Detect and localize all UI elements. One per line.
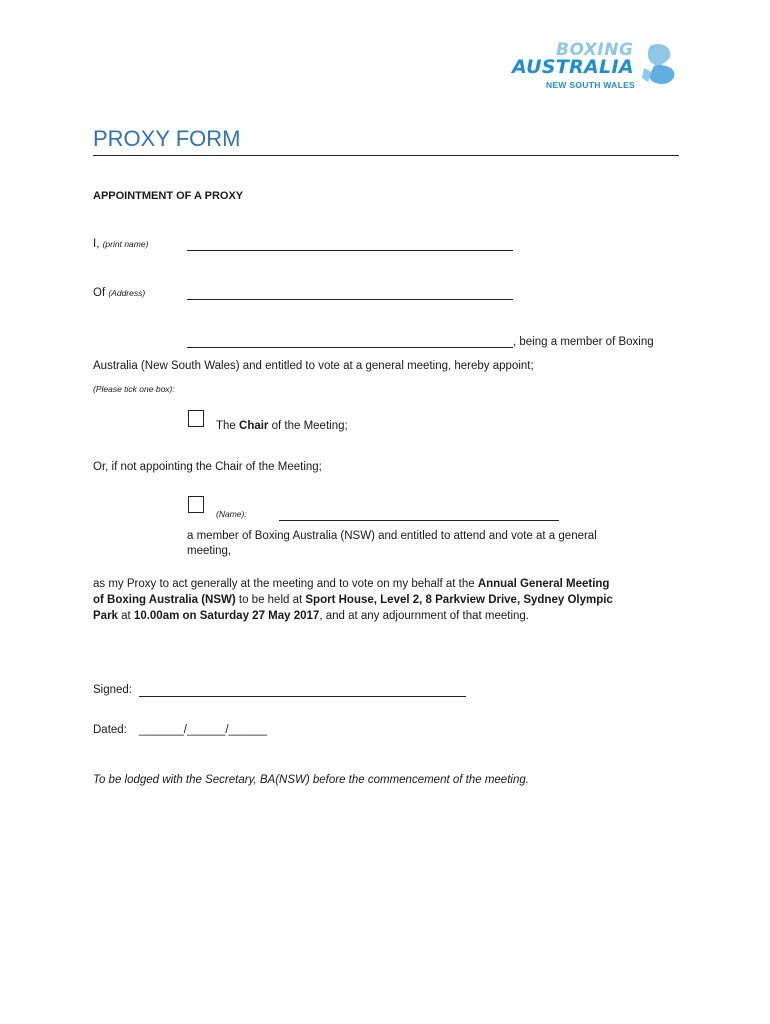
logo-text-australia: AUSTRALIA [512, 56, 634, 78]
chair-option-bold: Chair [239, 420, 269, 432]
print-name-prefix: I, [93, 238, 100, 250]
signed-label: Signed: [93, 684, 133, 696]
logo-text-boxing: BOXING [556, 40, 634, 60]
address-field-line2[interactable] [187, 347, 513, 348]
proxy-l3-bold2: 10.00am on Saturday 27 May 2017 [133, 610, 320, 622]
proxy-paragraph-line-1 [93, 578, 609, 590]
chair-option-pre: The [216, 420, 240, 432]
name-option-desc-1: a member of Boxing Australia (NSW) and entitled to attend and vote at a general [187, 530, 597, 542]
title-divider [93, 155, 679, 156]
date-field[interactable]: _______/______/______ [139, 724, 267, 736]
proxy-l3-mid: at [117, 610, 134, 622]
lodging-note: To be lodged with the Secretary, BA(NSW) before the commencement of the meeting. [93, 774, 529, 786]
address-prefix: Of [93, 287, 106, 299]
member-line-suffix: , being a member of Boxing [513, 336, 654, 348]
proxy-l1-bold: Annual General Meeting [477, 578, 610, 590]
proxy-name-field[interactable] [279, 520, 559, 521]
proxy-l2-bold1: of Boxing Australia (NSW) [93, 594, 236, 606]
dated-label: Dated: [93, 724, 127, 736]
member-line-continuation: Australia (New South Wales) and entitled to vote at a general meeting, hereby appoint; [93, 360, 534, 372]
tick-instruction: (Please tick one box): [93, 384, 175, 394]
proxy-l2-mid: to be held at [235, 594, 306, 606]
print-name-field[interactable] [187, 250, 513, 251]
proxy-l3-bold1: Park [93, 610, 118, 622]
section-heading: APPOINTMENT OF A PROXY [93, 190, 244, 202]
boxing-australia-logo [508, 40, 688, 92]
proxy-l1-pre: as my Proxy to act generally at the meeting and to vote on my behalf at the [93, 578, 478, 590]
address-hint: (Address) [108, 288, 146, 298]
chair-checkbox[interactable] [188, 410, 204, 427]
chair-option-post: of the Meeting; [268, 420, 348, 432]
name-option-hint: (Name): [216, 509, 247, 519]
address-label [93, 287, 145, 299]
boxing-glove-icon [640, 42, 680, 88]
or-line: Or, if not appointing the Chair of the Meeting; [93, 461, 322, 473]
logo-text-nsw: NEW SOUTH WALES [546, 80, 636, 90]
print-name-label [93, 238, 148, 250]
chair-option-label [216, 420, 348, 432]
proxy-paragraph-line-3 [93, 610, 529, 622]
signature-field[interactable] [139, 696, 466, 697]
name-option-desc-2: meeting, [187, 545, 232, 557]
proxy-l2-bold2: Sport House, Level 2, 8 Parkview Drive, Sydney Olympic [305, 594, 613, 606]
proxy-l3-post: , and at any adjournment of that meeting. [319, 610, 530, 622]
proxy-paragraph-line-2 [93, 594, 613, 606]
name-checkbox[interactable] [188, 496, 204, 513]
print-name-hint: (print name) [102, 239, 149, 249]
address-field[interactable] [187, 299, 513, 300]
page-title: PROXY FORM [93, 126, 241, 151]
